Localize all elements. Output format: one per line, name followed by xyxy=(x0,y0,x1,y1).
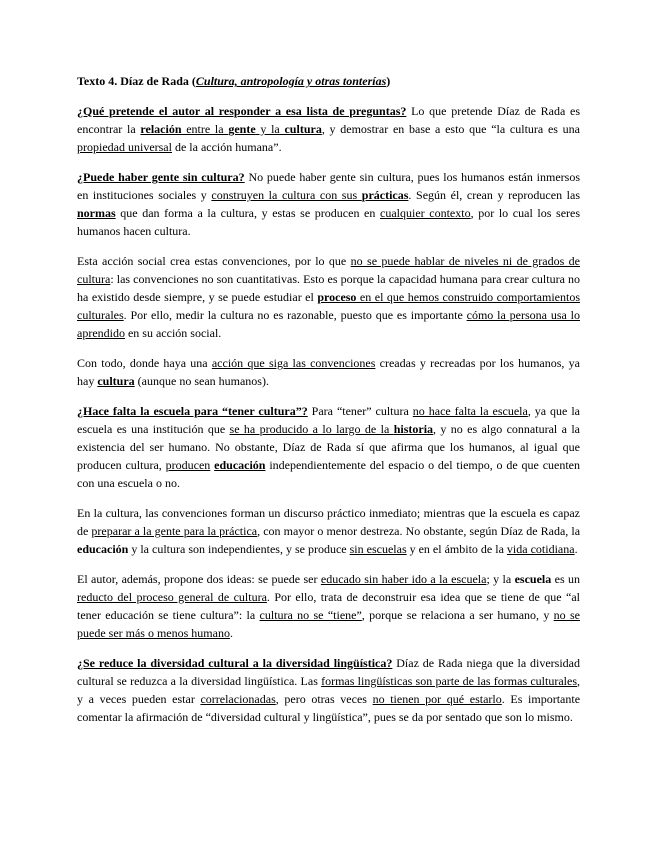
underlined-phrase: entre la xyxy=(181,122,229,136)
text-run: . xyxy=(574,542,578,556)
bold-underlined-term: cultura xyxy=(284,122,322,136)
underlined-phrase: se ha producido a lo largo de la xyxy=(229,422,394,436)
underlined-phrase: acción que siga las convenciones xyxy=(211,356,376,370)
bold-underlined-term: gente xyxy=(228,122,256,136)
underlined-phrase: cultura no se “tiene” xyxy=(259,608,362,622)
document-page xyxy=(77,72,580,738)
text-run: , y a veces pueden estar xyxy=(77,674,580,706)
bold-underlined-term: ¿Qué pretende el autor al responder a esa lista de preguntas? xyxy=(77,104,407,118)
underlined-phrase: reducto del proceso general de cultura xyxy=(77,590,267,604)
text-run: creadas y recreadas por los humanos, ya hay xyxy=(77,356,580,388)
underlined-phrase: propiedad universal xyxy=(77,140,172,154)
text-run: Texto 4. Díaz de Rada ( xyxy=(77,74,196,88)
text-run: En la cultura, las convenciones forman un discurso práctico inmediato; mientras que la escuela es capaz de xyxy=(77,506,580,538)
paragraph-dos-ideas xyxy=(77,570,580,642)
text-run: , y demostrar en base a esto que “la cultura es una xyxy=(321,122,580,136)
paragraph-autor xyxy=(77,102,580,156)
underlined-phrase: y la xyxy=(255,122,285,136)
underlined-phrase: correlacionadas xyxy=(200,692,276,706)
underlined-phrase: cómo la persona usa lo aprendido xyxy=(77,308,580,340)
text-run: , y no es algo connatural a la existencia del ser humano. No obstante, Díaz de Rada sí que afirma que los humanos, al igual que producen cultura, xyxy=(77,422,580,472)
text-run: . xyxy=(229,626,233,640)
underlined-phrase: cualquier contexto xyxy=(380,206,471,220)
text-run: , ya que la escuela es una institución que xyxy=(77,404,580,436)
document-title xyxy=(77,72,580,90)
bold-underlined-term: ¿Hace falta la escuela para “tener cultura”? xyxy=(77,404,308,418)
underlined-phrase: producen xyxy=(165,458,211,472)
underlined-phrase: construyen la cultura con sus xyxy=(211,188,362,202)
paragraph-diversidad xyxy=(77,654,580,726)
bold-underlined-term: normas xyxy=(77,206,116,220)
text-run: en su acción social. xyxy=(124,326,222,340)
underlined-phrase: no se puede ser más o menos humano xyxy=(77,608,580,640)
text-run: , pero otras veces xyxy=(275,692,373,706)
text-run: Lo que pretende Díaz de Rada es encontrar la xyxy=(77,104,580,136)
underlined-phrase: no tienen por qué estarlo xyxy=(372,692,502,706)
text-run: No puede haber gente sin cultura, pues los humanos están inmersos en instituciones sociales y xyxy=(77,170,580,202)
bold-term: educación xyxy=(77,542,129,556)
paragraph-con-todo xyxy=(77,354,580,390)
underlined-phrase: en el que hemos construido comportamientos culturales xyxy=(77,290,580,322)
text-run: es un xyxy=(551,572,581,586)
text-run: Con todo, donde haya una xyxy=(77,356,212,370)
text-run: Díaz de Rada niega que la diversidad cultural se reduzca a la diversidad lingüística. Las xyxy=(77,656,581,688)
text-run: Para “tener” cultura xyxy=(307,404,413,418)
text-run: Esta acción social crea estas convenciones, por lo que xyxy=(77,254,351,268)
underlined-phrase: no se puede hablar de niveles ni de grados de cultura xyxy=(77,254,580,286)
italic-title: Cultura, antropología y otras tonterías xyxy=(195,74,387,88)
text-run: : las convenciones no son cuantitativas. Esto es porque la capacidad humana para crear cultura no ha existido desde siempre, y se puede estudiar el xyxy=(77,272,580,304)
text-run: de la acción humana”. xyxy=(171,140,282,154)
text-run: , por lo cual los seres humanos hacen cultura. xyxy=(77,206,581,238)
text-run: que dan forma a la cultura, y estas se producen en xyxy=(115,206,381,220)
text-run: . Por ello, medir la cultura no es razonable, puesto que es importante xyxy=(123,308,467,322)
text-run: ) xyxy=(386,74,391,88)
paragraph-gente-sin-cultura xyxy=(77,168,580,240)
underlined-phrase: no hace falta la escuela xyxy=(412,404,528,418)
bold-underlined-term: prácticas xyxy=(361,188,409,202)
bold-term: escuela xyxy=(514,572,552,586)
text-run: . Por ello, trata de deconstruir esa idea que se tiene de que “al tener educación se tiene cultura”: la xyxy=(77,590,580,622)
text-run: independientemente del espacio o del tiempo, o de que cuenten con una escuela o no. xyxy=(77,458,581,490)
bold-underlined-term: relación xyxy=(140,122,182,136)
paragraph-cultura-convenciones xyxy=(77,504,580,558)
underlined-phrase: vida cotidiana xyxy=(506,542,575,556)
underlined-phrase: preparar a la gente para la práctica xyxy=(91,524,258,538)
text-run: , con mayor o menor destreza. No obstante, según Díaz de Rada, la xyxy=(257,524,581,538)
text-run: . Según él, crean y reproducen las xyxy=(408,188,581,202)
underlined-phrase: sin escuelas xyxy=(349,542,407,556)
underlined-phrase: formas lingüísticas son parte de las formas culturales xyxy=(321,674,577,688)
underlined-phrase: educado sin haber ido a la escuela xyxy=(320,572,487,586)
bold-underlined-term: cultura xyxy=(97,374,135,388)
text-run: ; y la xyxy=(486,572,515,586)
bold-underlined-term: proceso xyxy=(317,290,357,304)
bold-underlined-term: ¿Puede haber gente sin cultura? xyxy=(77,170,245,184)
paragraph-convenciones xyxy=(77,252,580,342)
bold-underlined-term: ¿Se reduce la diversidad cultural a la diversidad lingüística? xyxy=(77,656,393,670)
bold-underlined-term: historia xyxy=(393,422,434,436)
paragraph-escuela xyxy=(77,402,580,492)
text-run: y la cultura son independientes, y se produce xyxy=(128,542,350,556)
bold-underlined-term: educación xyxy=(214,458,266,472)
text-run: , porque se relaciona a ser humano, y xyxy=(361,608,554,622)
text-run: El autor, además, propone dos ideas: se puede ser xyxy=(77,572,321,586)
text-run: . Es importante comentar la afirmación de “diversidad cultural y lingüística”, pues se da por sentado que son lo mismo. xyxy=(77,692,581,724)
text-run: y en el ámbito de la xyxy=(406,542,507,556)
text-run: (aunque no sean humanos). xyxy=(134,374,269,388)
